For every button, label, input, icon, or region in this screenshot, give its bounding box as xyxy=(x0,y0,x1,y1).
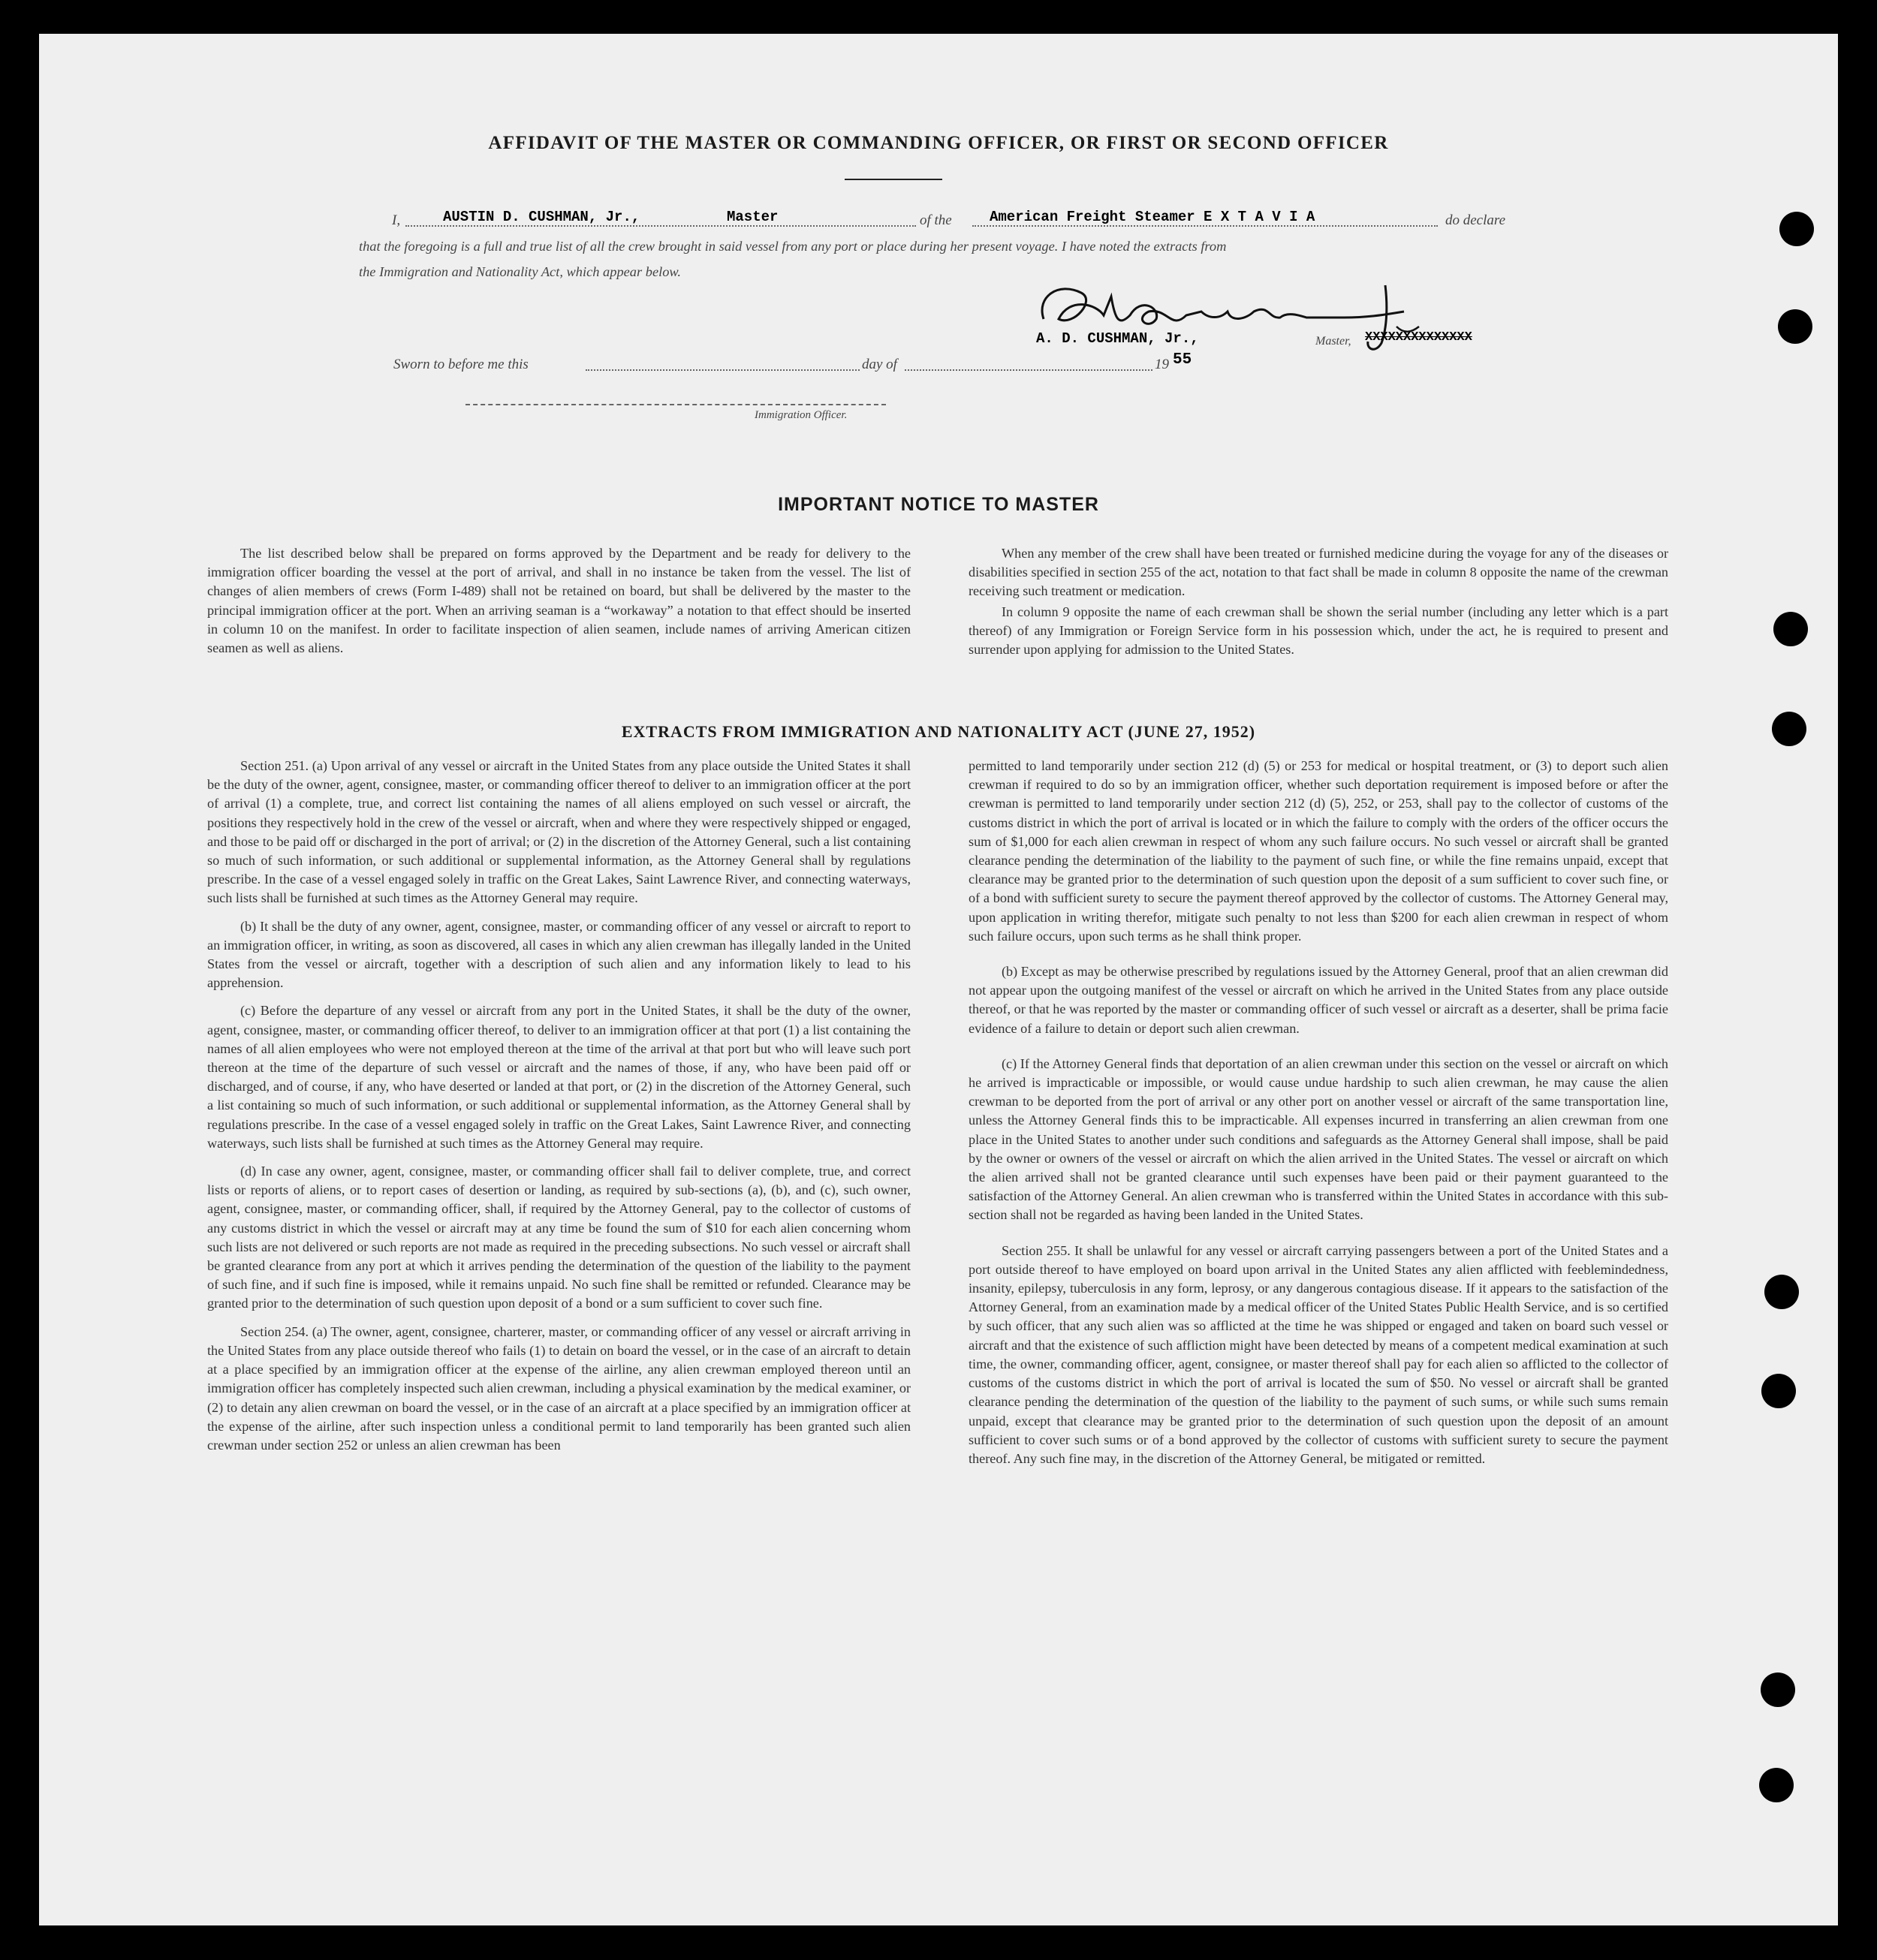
punch-hole xyxy=(1761,1672,1795,1707)
affidavit-statement-1: that the foregoing is a full and true list of all the crew brought in said vessel from any port or place during her present voyage. I have noted the extracts from xyxy=(359,239,1227,254)
affidavit-i: I, xyxy=(392,212,401,228)
sworn-text: Sworn to before me this xyxy=(393,357,529,372)
notice-right-paragraph-2: In column 9 opposite the name of each crewman shall be shown the serial number (including any letter which is a part thereof) of any Immigration or Foreign Service form in his possession which, under the act, he is required to present and surrender upon applying for admission to the United States. xyxy=(969,604,1668,658)
extract-paragraph: Section 254. (a) The owner, agent, consignee, charterer, master, or commanding officer of any vessel or aircraft arriving in the United States from any place outside thereof who fails (1) to detain on board the vessel, or in the case of an aircraft to detain at a place specified by an immigration officer at the expense of the airline, any alien crewman employed thereon until an immigration officer has completely inspected such alien crewman, including a physical examination by the medical examiner, or (2) to detain any alien crewman on board the vessel, or in the case of an aircraft at a place specified by an immigration officer at the expense of the airline, after such inspection unless a conditional permit to land temporarily has been granted such alien crewman under section 252 or unless an alien crewman has been xyxy=(207,1323,911,1453)
extract-paragraph: Section 255. It shall be unlawful for any vessel or aircraft carrying passengers between a port of the United States and a port outside thereof to have employed on board upon arrival in the United States any alien afflicted with feeblemindedness, insanity, epilepsy, tuberculosis in any form, leprosy, or any dangerous contagious disease. If it appears to the satisfaction of the Attorney General, from an examination made by a medical officer of the United States Public Health Service, and is so certified by such officer, that any such alien was so afflicted at the time he was shipped or engaged and taken on board such vessel or aircraft and that the existence of such affliction might have been detected by means of a competent medical examination at such time, the owner, commanding officer, agent, consignee, or master thereof shall pay for each alien so afflicted to the collector of customs of the customs district in which the port of arrival is located the sum of $50. No vessel or aircraft shall be granted clearance pending the determination of the question of the liability to the payment of such sums, or while such sums remain unpaid, except that clearance may be granted prior to the determination of such question upon the deposit of an amount sufficient to cover such sums or of a bond approved by the collector of customs with sufficient surety to secure the payment thereof. Any such fine may, in the discretion of the Attorney General, be mitigated or remitted. xyxy=(969,1242,1668,1466)
signature-title: Master, xyxy=(1315,335,1351,348)
title-rule xyxy=(845,179,942,180)
year-value: 55 xyxy=(1173,351,1192,369)
day-of-text: day of xyxy=(862,357,897,372)
signature-printed-name: A. D. CUSHMAN, Jr., xyxy=(1036,330,1199,347)
punch-hole xyxy=(1778,309,1812,344)
punch-hole xyxy=(1773,612,1808,646)
extract-paragraph: (b) Except as may be otherwise prescribed by regulations issued by the Attorney General, proof that an alien crewman did not appear upon the outgoing manifest of the vessel or aircraft on which he arrived in the United States from any place outside thereof, or that he was reported by the master or commanding officer of such vessel or aircraft as a deserter, shall be prima facie evidence of a failure to detain or deport such alien crewman. xyxy=(969,964,1668,1036)
vessel-line xyxy=(972,225,1438,227)
affidavit-statement-2: the Immigration and Nationality Act, which appear below. xyxy=(359,264,681,279)
extracts-title: EXTRACTS FROM IMMIGRATION AND NATIONALITY ACT (JUNE 27, 1952) xyxy=(621,722,1256,741)
extract-paragraph: permitted to land temporarily under section 212 (d) (5) or 253 for medical or hospital treatment, or (3) to deport such alien crewman if required to do so by an immigration officer, whether such deportation requirement is imposed before or after the crewman is permitted to land temporarily under section 212 (d) (5), 252, or 253, shall pay to the collector of customs of the customs district in which the port of arrival is located or in which the failure to comply with the orders of the officer occurs the sum of $1,000 for each alien crewman in respect of whom any such failure occurs. No such vessel or aircraft shall be granted clearance pending the determination of the liability to the payment of such fine, or while the fine remains unpaid, except that clearance may be granted prior to the determination of such question upon the deposit of a sum sufficient to cover such fine, or of a bond with sufficient surety to secure the payment thereof approved by the collector of customs. The Attorney General may, upon application in writing therefor, mitigate such penalty to not less than $200 for each alien crewman in respect of whom such failure occurs, upon such terms as he shall think proper. xyxy=(969,758,1668,944)
handwritten-signature xyxy=(1029,274,1449,360)
affidavit-of-the: of the xyxy=(920,212,952,228)
immigration-officer-label: Immigration Officer. xyxy=(755,409,848,421)
extracts-left-column xyxy=(207,757,911,1464)
officer-signature-line xyxy=(465,404,886,405)
master-rank: Master xyxy=(727,209,779,225)
notice-left-column xyxy=(207,544,911,667)
notice-title: IMPORTANT NOTICE TO MASTER xyxy=(778,494,1099,515)
extract-paragraph: (c) If the Attorney General finds that deportation of an alien crewman under this section on the vessel or aircraft on which he arrived is impracticable or impossible, or would cause undue hardship to such alien crewman, he may cause the alien crewman to be deported from the port of arrival or any other port on another vessel or aircraft of the same transportation line, unless the Attorney General finds this to be impracticable. All expenses incurred in transferring an alien crewman from one place in the United States to another under such conditions and safeguards as the Attorney General shall impose, shall be paid by the owner or owners of the vessel or aircraft on which the alien arrived in the United States. The vessel or aircraft on which the alien arrived shall not be granted clearance until such expenses have been paid or their payment guaranteed to the satisfaction of the Attorney General. An alien crewman who is transferred within the United States in accordance with this sub-section shall not be regarded as having been landed in the United States. xyxy=(969,1055,1668,1223)
extract-paragraph: (d) In case any owner, agent, consignee, master, or commanding officer shall fail to deliver complete, true, and correct lists or reports of aliens, or to report cases of desertion or landing, as required by sub-sections (a), (b), and (c), such owner, agent, consignee, master, or commanding officer, shall, if required by the Attorney General, pay to the collector of customs of any customs district in which the vessel or aircraft may at any time be found the sum of $10 for each alien concerning whom such lists are not delivered or such reports are not made as required in the preceding subsections. No such vessel or aircraft shall be granted clearance from any port at which it arrives pending the determination of the question of the liability to the payment of such fine, and if such fine is imposed, while it remains unpaid. No such fine shall be remitted or refunded. Clearance may be granted prior to the determination of such question upon deposit of a bond or a sum sufficient to cover such fine. xyxy=(207,1164,911,1311)
notice-right-column xyxy=(969,544,1668,668)
vessel-name: American Freight Steamer E X T A V I A xyxy=(990,209,1315,225)
punch-hole xyxy=(1764,1275,1799,1309)
master-name: AUSTIN D. CUSHMAN, Jr., xyxy=(443,209,640,225)
extract-paragraph: (b) It shall be the duty of any owner, agent, consignee, master, or commanding officer of any vessel or aircraft to report to an immigration officer, in writing, as soon as discovered, all cases in which any alien crewman has illegally landed in the United States from the vessel or aircraft, together with a description of such alien and any information likely to lead to his apprehension. xyxy=(207,918,911,991)
punch-hole xyxy=(1761,1374,1796,1408)
extracts-right-column xyxy=(969,757,1668,1477)
extract-paragraph: Section 251. (a) Upon arrival of any vessel or aircraft in the United States from any place outside the United States it shall be the duty of the owner, agent, consignee, master, or commanding officer thereof to deliver to an immigration officer at the port of arrival (1) a complete, true, and correct list containing the names of all aliens employed on such vessel or aircraft, the positions they respectively hold in the crew of the vessel or aircraft, when and where they were respectively shipped or engaged, and those to be paid off or discharged in the port of arrival; or (2) in the discretion of the Attorney General, such a list containing so much of such information, or such additional or supplemental information, as the Attorney General shall by regulations prescribe. In the case of a vessel engaged solely in traffic on the Great Lakes, Saint Lawrence River, and connecting waterways, such lists shall be furnished at such times as the Attorney General may require. xyxy=(207,758,911,906)
sworn-day-line xyxy=(586,369,860,371)
punch-hole xyxy=(1759,1768,1794,1802)
signature-struck-title: XXXXXXXXXXXXXX xyxy=(1365,330,1472,345)
notice-left-paragraph: The list described below shall be prepared on forms approved by the Department and be ready for delivery to the immigration officer boarding the vessel at the port of arrival, and shall in no instance be taken from the vessel. The list of changes of alien members of crews (Form I-489) shall not be retained on board, but shall be delivered by the master to the principal immigration officer at the port. When an arriving seaman is a “workaway” a notation to that effect should be inserted in column 10 on the manifest. In order to facilitate inspection of alien seamen, include names of arriving American citizen seamen as well as aliens. xyxy=(207,546,911,656)
affidavit-title: AFFIDAVIT OF THE MASTER OR COMMANDING OFFICER, OR FIRST OR SECOND OFFICER xyxy=(488,133,1389,153)
punch-hole xyxy=(1779,212,1814,246)
sworn-month-line xyxy=(905,369,1152,371)
notice-right-paragraph-1: When any member of the crew shall have been treated or furnished medicine during the voyage for any of the diseases or disabilities specified in section 255 of the act, notation to that fact shall be made in column 8 opposite the name of the crewman receiving such treatment or medication. xyxy=(969,546,1668,599)
year-prefix: 19 xyxy=(1155,357,1169,372)
affidavit-do-declare: do declare xyxy=(1445,212,1506,228)
extract-paragraph: (c) Before the departure of any vessel or aircraft from any port in the United States, it shall be the duty of the owner, agent, consignee, master, or commanding officer thereof, to deliver to an immigration officer at that port (1) a list containing the names of all alien employees who were not employed thereon at the time of the arrival at that port but who will leave such port thereon at the time of the departure of such vessel or aircraft and the names of those, if any, who have been paid off or discharged, and of course, if any, who have deserted or landed at that port, or (2) in the discretion of the Attorney General, such a list containing so much of such information, or such additional or supplemental information, as the Attorney General shall by regulations prescribe. In the case of a vessel engaged solely in traffic on the Great Lakes, Saint Lawrence River, and connecting waterways, such lists shall be furnished at such times as the Attorney General may require. xyxy=(207,1003,911,1151)
name-line xyxy=(405,225,916,227)
